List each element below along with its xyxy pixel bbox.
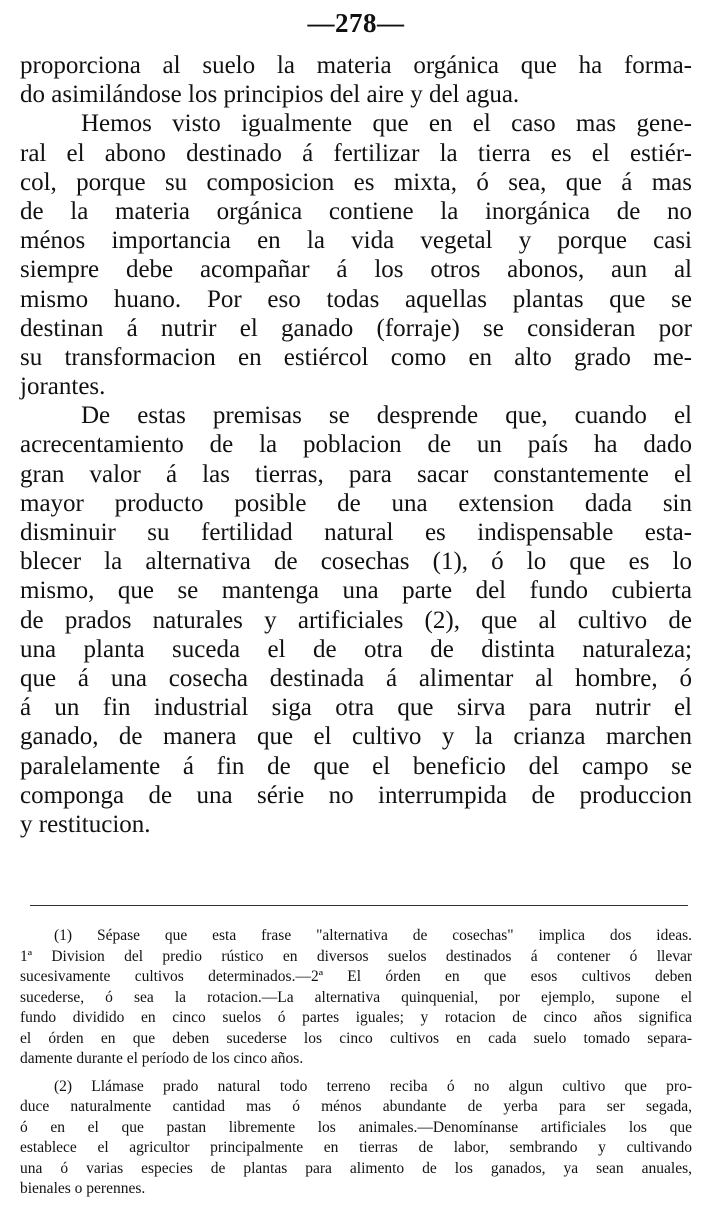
text-line: ménos importancia en la vida vegetal y porque casi [20,227,692,255]
footnote-line: establece el agricultor principalmente en tierras de labor, sembrando y cultivando [20,1139,692,1156]
footnote-1 [20,926,692,1070]
footnote-line: sucederse, ó sea la rotacion.—La alternativa quinquenial, por ejemplo, supone el [20,988,692,1006]
text-line: paralelamente á fin de que el beneficio del campo se [20,752,692,780]
footnote-line: bienales o perennes. [20,1180,146,1197]
text-line: destinan á nutrir el ganado (forraje) se consideran por [20,314,692,342]
page-number: —278— [307,8,405,38]
text-line: ral el abono destinado á fertilizar la tierra es el estiér- [20,139,692,167]
footnote-line: fundo dividido en cinco suelos ó partes iguales; y rotacion de cinco años significa [20,1009,692,1026]
text-line: gran valor á las tierras, para sacar constantemente el [20,460,692,488]
text-line: col, porque su composicion es mixta, ó sea, que á mas [20,168,692,196]
text-line: componga de una série no interrumpida de produccion [20,781,692,809]
footnote-line: (1) Sépase que esta frase "alternativa de cosechas" implica dos ideas. [54,927,692,944]
text-line: jorantes. [20,373,106,401]
footnote-line: 1ª Division del predio rústico en diversos suelos destinados á contener ó llevar [20,947,692,965]
text-line: Hemos visto igualmente que en el caso mas gene- [81,110,692,138]
footnote-line: el órden en que deben sucederse los cinco cultivos en cada suelo tomado separa- [20,1029,692,1047]
footnote-line: una ó varias especies de plantas para alimento de los ganados, ya sean anuales, [20,1159,692,1177]
footnote-divider [30,905,688,906]
footnote-spacer [20,1070,692,1077]
footnote-line: duce naturalmente cantidad mas ó ménos abundante de yerba para ser segada, [20,1098,692,1115]
text-line: y restitucion. [20,810,151,838]
text-line: ganado, de manera que el cultivo y la crianza marchen [20,723,692,751]
text-line: acrecentamiento de la poblacion de un país ha dado [20,431,692,459]
text-line: de prados naturales y artificiales (2), que al cultivo de [20,606,692,634]
text-line: proporciona al suelo la materia orgánica que ha forma- [20,52,692,79]
footnote-line: (2) Llámase prado natural todo terreno reciba ó no algun cultivo que pro- [54,1077,692,1095]
footnote-line: damente durante el período de los cinco años. [20,1050,304,1067]
text-line: mismo, que se mantenga una parte del fundo cubierta [20,577,692,605]
book-page [20,0,692,1216]
text-line: De estas premisas se desprende que, cuando el [81,402,692,430]
text-line: á un fin industrial siga otra que sirva para nutrir el [20,694,692,722]
text-line: do asimilándose los principios del aire y del agua. [20,81,520,109]
text-line: blecer la alternativa de cosechas (1), ó lo que es lo [20,548,692,576]
footnotes [20,926,692,1200]
text-line: su transformacion en estiércol como en alto grado me- [20,343,692,371]
text-line: mayor producto posible de una extension dada sin [20,489,692,517]
text-line: una planta suceda el de otra de distinta naturaleza; [20,635,692,663]
footnote-2 [20,1077,692,1200]
footnote-line: ó en el que pastan libremente los animales.—Denomínanse artificiales los que [20,1118,692,1136]
text-line: que á una cosecha destinada á alimentar al hombre, ó [20,664,692,692]
text-line: disminuir su fertilidad natural es indispensable esta- [20,519,692,546]
text-line: mismo huano. Por eso todas aquellas plantas que se [20,285,692,313]
text-line: de la materia orgánica contiene la inorgánica de no [20,197,692,225]
main-text [20,51,692,839]
footnote-line: sucesivamente cultivos determinados.—2ª El órden en que esos cultivos deben [20,968,692,985]
text-line: siempre debe acompañar á los otros abonos, aun al [20,256,692,284]
